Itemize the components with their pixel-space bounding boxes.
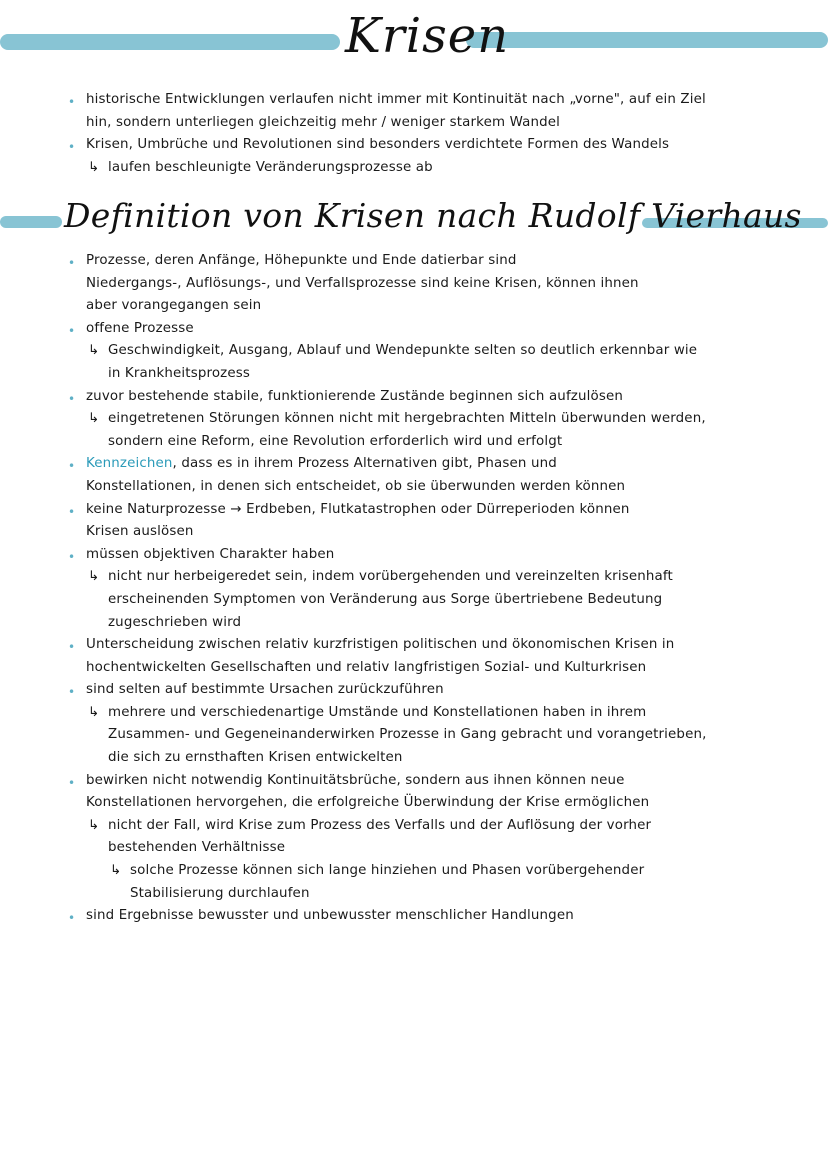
item-line: Konstellationen, in denen sich entscheidet, ob sie überwunden werden können <box>86 478 626 494</box>
sub-sub-item <box>68 860 788 905</box>
arrow-icon: ↳ <box>110 863 122 879</box>
list-item <box>68 679 788 702</box>
sub-line: Stabilisierung durchlaufen <box>130 885 310 901</box>
list-item <box>68 250 788 318</box>
bullet-icon: • <box>68 323 76 338</box>
keyword-highlight: Kennzeichen <box>86 456 173 472</box>
list-item <box>68 386 788 409</box>
item-line: zuvor bestehende stabile, funktionierende Zustände beginnen sich aufzulösen <box>86 388 623 404</box>
list-item <box>68 905 788 928</box>
item-line: hochentwickelten Gesellschaften und relativ langfristigen Sozial- und Kulturkrisen <box>86 659 647 675</box>
sub-line: solche Prozesse können sich lange hinziehen und Phasen vorübergehender <box>130 863 645 879</box>
sub-line: sondern eine Reform, eine Revolution erforderlich wird und erfolgt <box>108 433 563 449</box>
sub-line: mehrere und verschiedenartige Umstände und Konstellationen haben in ihrem <box>108 704 647 720</box>
arrow-icon: ↳ <box>88 569 100 585</box>
list-item <box>68 770 788 815</box>
item-line <box>86 453 788 476</box>
bullet-icon: • <box>68 911 76 926</box>
list-item <box>68 499 788 544</box>
arrow-icon: ↳ <box>88 817 100 833</box>
arrow-icon: ↳ <box>88 159 100 175</box>
sub-line: die sich zu ernsthaften Krisen entwickelten <box>108 750 403 766</box>
list-item <box>68 453 788 498</box>
sub-item <box>68 157 788 180</box>
item-line: keine Naturprozesse → Erdbeben, Flutkatastrophen oder Dürreperioden können <box>86 501 630 517</box>
sub-line: nicht der Fall, wird Krise zum Prozess des Verfalls und der Auflösung der vorher <box>108 817 652 833</box>
bullet-icon: • <box>68 549 76 564</box>
list-item <box>68 544 788 567</box>
arrow-icon: ↳ <box>88 343 100 359</box>
arrow-icon: ↳ <box>88 704 100 720</box>
bullet-icon: • <box>68 685 76 700</box>
section-bar-left <box>0 216 62 228</box>
list-item <box>68 134 788 157</box>
item-line: sind selten auf bestimmte Ursachen zurückzuführen <box>86 682 444 698</box>
item-line: Konstellationen hervorgehen, die erfolgreiche Überwindung der Krise ermöglichen <box>86 795 650 811</box>
sub-line: eingetretenen Störungen können nicht mit hergebrachten Mitteln überwunden werden, <box>108 411 706 427</box>
list-item <box>68 634 788 679</box>
intro-list <box>68 89 788 179</box>
item-line: sind Ergebnisse bewusster und unbewusster menschlicher Handlungen <box>86 908 574 924</box>
sub-line: zugeschrieben wird <box>108 614 242 630</box>
list-item <box>68 318 788 341</box>
title-bar-left <box>0 34 340 50</box>
sub-item <box>68 340 788 385</box>
bullet-icon: • <box>68 140 76 155</box>
item-line: müssen objektiven Charakter haben <box>86 546 335 562</box>
item-line: historische Entwicklungen verlaufen nicht immer mit Kontinuität nach „vorne", auf ein Ziel <box>86 92 706 107</box>
item-line: Niedergangs-, Auflösungs-, und Verfallsprozesse sind keine Krisen, können ihnen <box>86 275 639 291</box>
sub-line: laufen beschleunigte Veränderungsprozesse ab <box>108 159 433 175</box>
item-line: Prozesse, deren Anfänge, Höhepunkte und Ende datierbar sind <box>86 253 517 268</box>
bullet-icon: • <box>68 504 76 519</box>
arrow-icon: ↳ <box>88 411 100 427</box>
bullet-icon: • <box>68 459 76 474</box>
sub-line: erscheinenden Symptomen von Veränderung aus Sorge übertriebene Bedeutung <box>108 591 663 607</box>
item-line: Krisen, Umbrüche und Revolutionen sind besonders verdichtete Formen des Wandels <box>86 137 670 153</box>
item-line: Krisen auslösen <box>86 524 194 540</box>
section-title: Definition von Krisen nach Rudolf Vierhaus <box>64 196 802 235</box>
sub-line: Zusammen- und Gegeneinanderwirken Prozesse in Gang gebracht und vorangetrieben, <box>108 727 707 743</box>
item-line: hin, sondern unterliegen gleichzeitig mehr / weniger starkem Wandel <box>86 114 561 130</box>
sub-item <box>68 566 788 634</box>
definition-list <box>68 250 788 928</box>
bullet-icon: • <box>68 95 76 109</box>
item-line: offene Prozesse <box>86 320 194 336</box>
sub-line: Geschwindigkeit, Ausgang, Ablauf und Wendepunkte selten so deutlich erkennbar wie <box>108 343 698 359</box>
item-line: bewirken nicht notwendig Kontinuitätsbrüche, sondern aus ihnen können neue <box>86 772 625 788</box>
bullet-icon: • <box>68 391 76 406</box>
item-line: Unterscheidung zwischen relativ kurzfristigen politischen und ökonomischen Krisen in <box>86 637 675 653</box>
bullet-icon: • <box>68 775 76 790</box>
page-title: Krisen <box>345 8 510 64</box>
sub-item <box>68 815 788 860</box>
item-line: aber vorangegangen sein <box>86 298 262 314</box>
bullet-icon: • <box>68 256 76 270</box>
sub-line: in Krankheitsprozess <box>108 365 250 381</box>
sub-item <box>68 408 788 453</box>
sub-line: bestehenden Verhältnisse <box>108 840 286 856</box>
title-bar-right <box>466 32 828 48</box>
bullet-icon: • <box>68 640 76 655</box>
list-item <box>68 89 788 134</box>
item-line-rest: , dass es in ihrem Prozess Alternativen gibt, Phasen und <box>172 456 557 472</box>
sub-line: nicht nur herbeigeredet sein, indem vorübergehenden und vereinzelten krisenhaft <box>108 569 673 585</box>
sub-item <box>68 702 788 770</box>
